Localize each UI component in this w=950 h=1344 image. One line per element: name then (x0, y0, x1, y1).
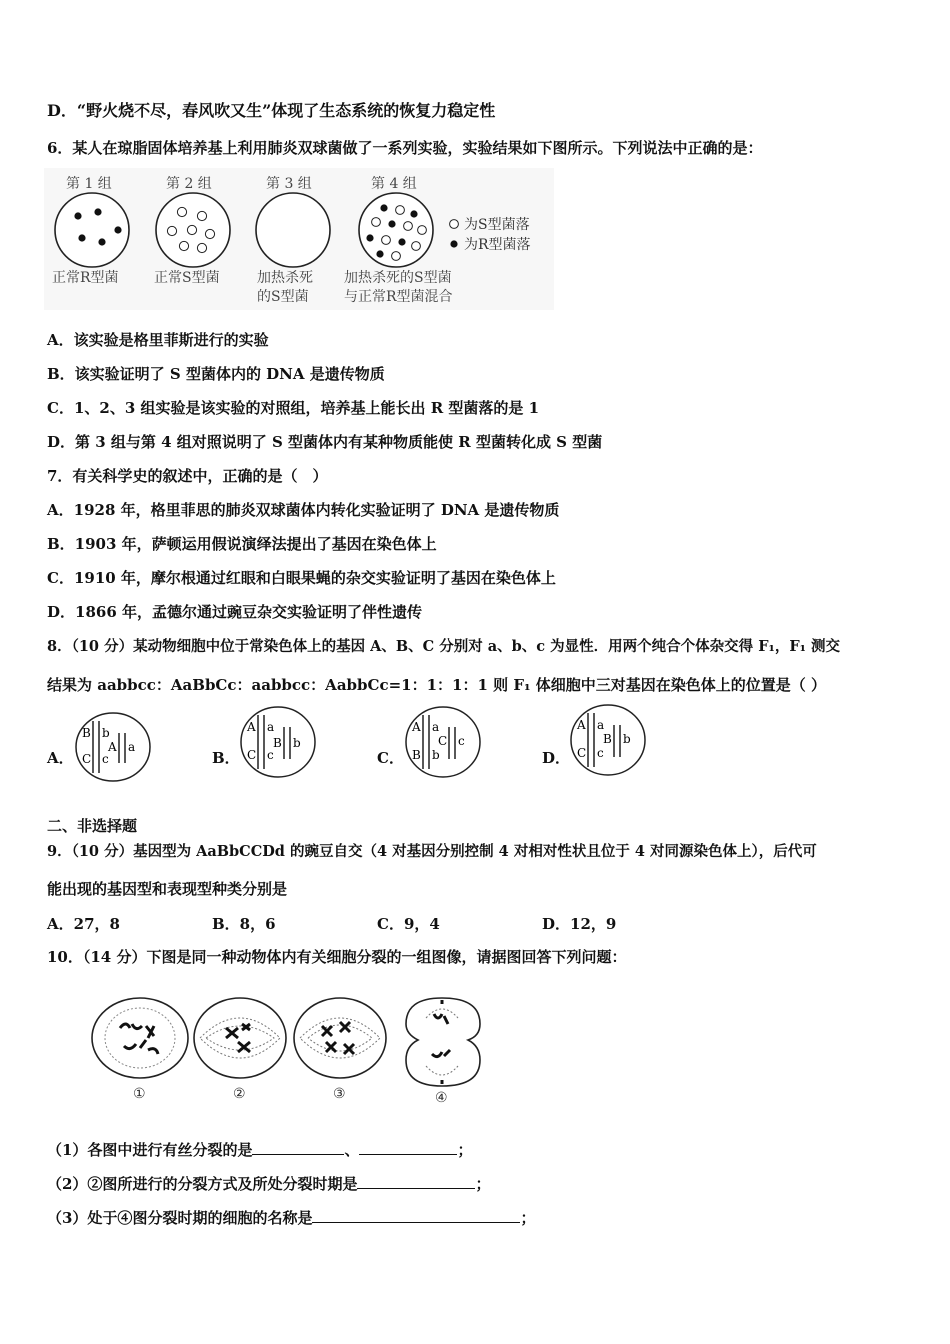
svg-text:A: A (108, 740, 117, 754)
q6-legend-r: 为R型菌落 (464, 237, 531, 253)
q9-option-b: B．8，6 (212, 915, 276, 933)
svg-text:B: B (603, 732, 612, 746)
q8-stem-2: 结果为 aabbcc：AaBbCc：aabbcc：AabbCc=1：1：1：1 则 F₁ 体细胞中三对基因在染色体上的位置是（ ） (47, 676, 827, 694)
q9-option-c: C．9，4 (377, 915, 440, 933)
q6-group-4-title: 第 4 组 (371, 176, 417, 192)
svg-text:a: a (597, 718, 605, 732)
svg-text:A: A (247, 720, 256, 734)
svg-text:a: a (128, 740, 136, 754)
q10-sub2-blank[interactable] (357, 1172, 475, 1189)
q6-stem: 6．某人在琼脂固体培养基上利用肺炎双球菌做了一系列实验，实验结果如下图所示。下列说法中正确的是： (47, 139, 763, 157)
q9-option-d: D．12，9 (542, 915, 617, 933)
q10-figure (88, 990, 490, 1108)
q8-cell-c (403, 705, 483, 779)
q10-sub1-end: ； (457, 1141, 473, 1159)
q10-sub1-blank-1[interactable] (252, 1138, 344, 1155)
q8-option-c-label: C． (377, 749, 404, 767)
q6-caption-2: 正常S型菌 (154, 270, 220, 286)
svg-text:b: b (432, 748, 440, 762)
q6-caption-4b: 与正常R型菌混合 (344, 289, 453, 305)
q8-cell-a (73, 711, 153, 783)
q10-cell-1 (92, 998, 188, 1078)
q7-stem: 7．有关科学史的叙述中，正确的是（ ） (47, 467, 328, 485)
q6-caption-1: 正常R型菌 (52, 270, 119, 286)
q8-cell-b (238, 705, 318, 779)
svg-text:B: B (412, 748, 421, 762)
svg-text:C: C (577, 746, 587, 760)
q10-sub1-sep: 、 (344, 1141, 360, 1159)
svg-text:A: A (577, 718, 586, 732)
svg-text:B: B (82, 726, 91, 740)
q6-group-3-title: 第 3 组 (266, 176, 312, 192)
q10-sub1-text: （1）各图中进行有丝分裂的是 (47, 1141, 253, 1159)
q10-sub3-text: （3）处于④图分裂时期的细胞的名称是 (47, 1209, 313, 1227)
q8-cell-d (568, 703, 648, 777)
svg-text:c: c (267, 748, 274, 762)
svg-text:C: C (247, 748, 257, 762)
section-2-heading: 二、非选择题 (47, 817, 138, 835)
q10-cell-2 (194, 998, 286, 1078)
q6-caption-3a: 加热杀死 (257, 270, 313, 286)
q6-caption-4a: 加热杀死的S型菌 (344, 270, 452, 286)
q10-sub3-blank[interactable] (312, 1206, 520, 1223)
q6-group-2-title: 第 2 组 (166, 176, 212, 192)
q7-option-b: B．1903 年，萨顿运用假说演绎法提出了基因在染色体上 (47, 535, 437, 553)
q10-label-1: ① (133, 1086, 146, 1102)
q6-option-b: B．该实验证明了 S 型菌体内的 DNA 是遗传物质 (47, 365, 385, 383)
q10-sub1-blank-2[interactable] (359, 1138, 457, 1155)
q6-option-c: C．1、2、3 组实验是该实验的对照组，培养基上能长出 R 型菌落的是 1 (47, 399, 540, 417)
q6-caption-3b: 的S型菌 (257, 289, 309, 305)
q6-dish-3 (256, 193, 330, 267)
svg-text:A: A (412, 720, 421, 734)
svg-text:C: C (82, 752, 92, 766)
q10-sub2 (47, 1172, 490, 1194)
q8-stem-1: 8．（10 分）某动物细胞中位于常染色体上的基因 A、B、C 分别对 a、b、c 为显性．用两个纯合个体杂交得 F₁，F₁ 测交 (47, 638, 841, 655)
q6-figure (44, 168, 554, 310)
q7-option-d: D．1866 年，孟德尔通过豌豆杂交实验证明了伴性遗传 (47, 603, 422, 621)
svg-text:C: C (438, 734, 448, 748)
svg-text:c: c (597, 746, 604, 760)
q10-label-2: ② (233, 1086, 246, 1102)
q6-option-d: D．第 3 组与第 4 组对照说明了 S 型菌体内有某种物质能使 R 型菌转化成 S 型菌 (47, 433, 603, 451)
svg-text:b: b (293, 736, 301, 750)
q6-legend-s: 为S型菌落 (464, 217, 530, 233)
q8-option-b-label: B． (212, 749, 240, 767)
q8-option-a-label: A． (47, 749, 74, 767)
svg-text:a: a (432, 720, 440, 734)
q7-option-c: C．1910 年，摩尔根通过红眼和白眼果蝇的杂交实验证明了基因在染色体上 (47, 569, 556, 587)
svg-text:c: c (102, 752, 109, 766)
q10-sub2-end: ； (475, 1175, 491, 1193)
q10-sub3 (47, 1206, 535, 1228)
q6-group-1-title: 第 1 组 (66, 176, 112, 192)
q10-sub3-end: ； (520, 1209, 536, 1227)
svg-text:c: c (458, 734, 465, 748)
q10-cell-4 (406, 998, 480, 1086)
q7-option-a: A．1928 年，格里菲思的肺炎双球菌体内转化实验证明了 DNA 是遗传物质 (47, 501, 560, 519)
q10-label-3: ③ (333, 1086, 346, 1102)
svg-text:a: a (267, 720, 275, 734)
q9-stem-2: 能出现的基因型和表现型种类分别是 (47, 880, 288, 898)
q10-sub2-text: （2）②图所进行的分裂方式及所处分裂时期是 (47, 1175, 358, 1193)
q6-option-a: A．该实验是格里菲斯进行的实验 (47, 331, 269, 349)
svg-text:b: b (102, 726, 110, 740)
q8-option-d-label: D． (542, 749, 571, 767)
svg-text:B: B (273, 736, 282, 750)
svg-text:b: b (623, 732, 631, 746)
q10-sub1 (47, 1138, 472, 1160)
q10-label-4: ④ (435, 1090, 448, 1106)
q9-option-a: A．27，8 (47, 915, 120, 933)
q5-option-d: D．“野火烧不尽，春风吹又生”体现了生态系统的恢复力稳定性 (47, 101, 496, 120)
q10-cell-3 (294, 998, 386, 1078)
q9-stem-1: 9．（10 分）基因型为 AaBbCCDd 的豌豆自交（4 对基因分别控制 4 对相对性状且位于 4 对同源染色体上），后代可 (47, 843, 817, 860)
q10-stem: 10．（14 分）下图是同一种动物体内有关细胞分裂的一组图像，请据图回答下列问题： (47, 948, 627, 966)
